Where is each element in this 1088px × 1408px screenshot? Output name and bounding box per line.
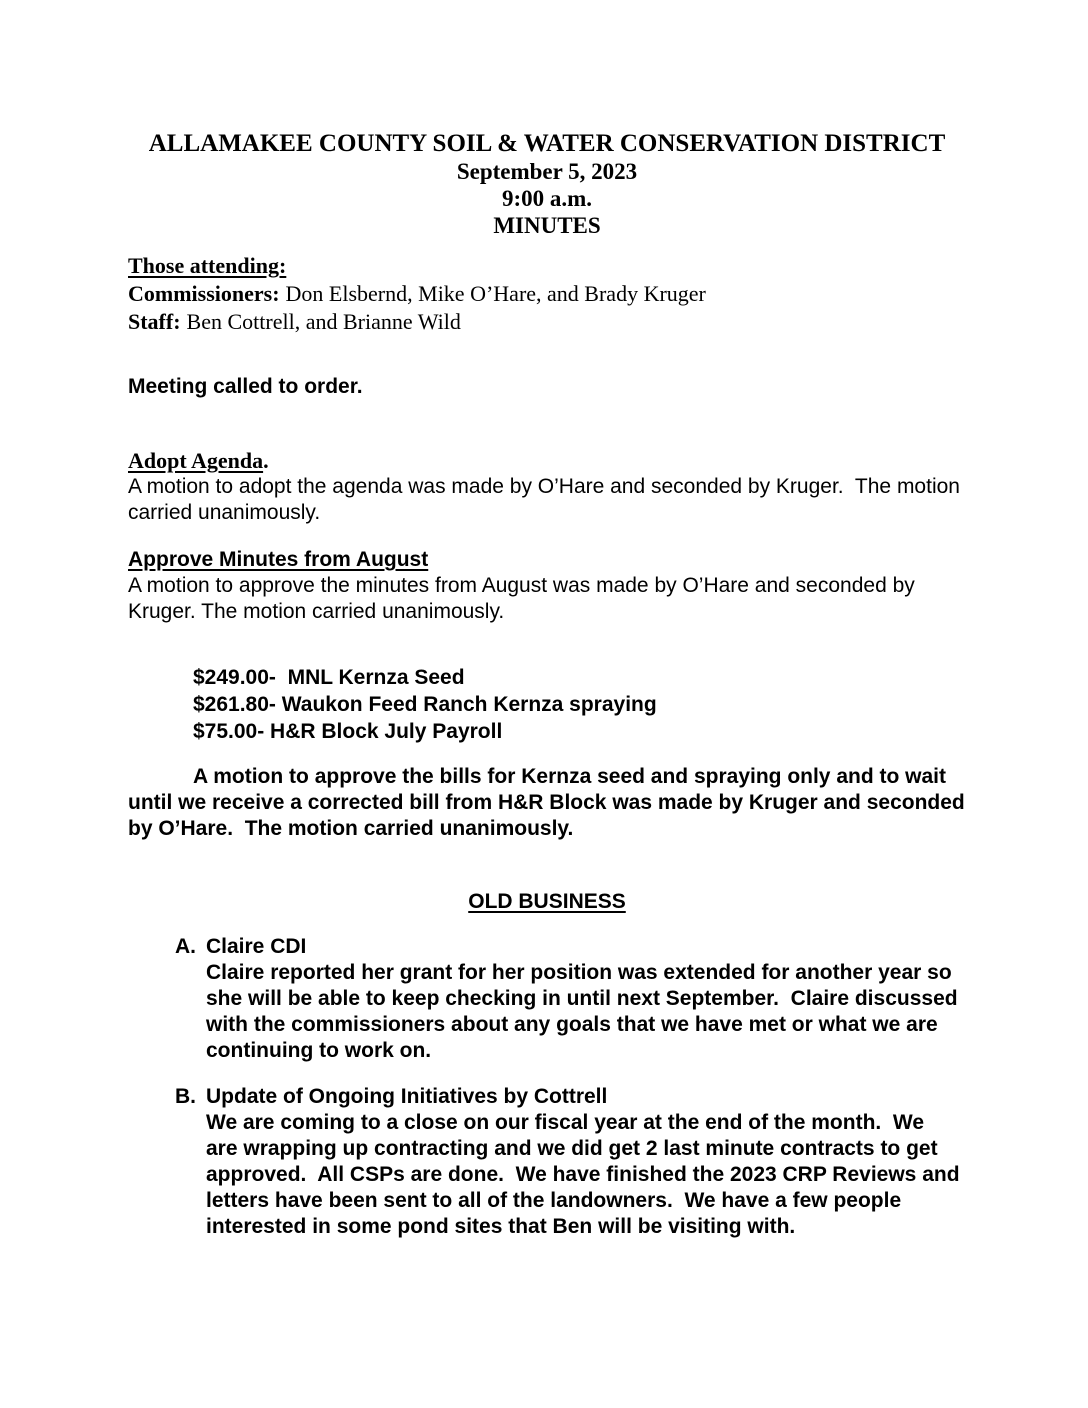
bill-item: $249.00- MNL Kernza Seed	[193, 666, 465, 689]
item-body: Claire reported her grant for her position was extended for another year so she will be able to keep checking in until next September. Claire discussed with the commissioners about any goals that we have met or what we are continuing to work on.	[206, 961, 964, 1062]
old-business-list	[128, 934, 966, 1240]
item-content	[206, 934, 964, 1064]
old-business-item-ongoing-initiatives	[128, 1084, 966, 1240]
bills-section	[128, 664, 966, 745]
staff-names: Ben Cottrell, and Brianne Wild	[186, 309, 461, 334]
item-letter: A.	[175, 935, 196, 958]
adopt-agenda-heading-line	[128, 447, 966, 474]
document-title: ALLAMAKEE COUNTY SOIL & WATER CONSERVATION DISTRICT	[148, 130, 946, 157]
old-business-item-claire-cdi	[128, 934, 966, 1064]
meeting-time: 9:00 a.m.	[501, 186, 593, 211]
document-header	[128, 130, 966, 239]
commissioners-names: Don Elsbernd, Mike O’Hare, and Brady Kruger	[285, 281, 706, 306]
item-letter: B.	[175, 1085, 196, 1108]
commissioners-line	[128, 280, 966, 308]
item-title: Update of Ongoing Initiatives by Cottrell	[206, 1085, 608, 1108]
bills-motion: A motion to approve the bills for Kernza seed and spraying only and to wait until we receive a corrected bill from H&R Block was made by Kruger and seconded by O’Hare. The motion carried unanimously.	[128, 765, 971, 840]
item-body: We are coming to a close on our fiscal year at the end of the month. We are wrapping up contracting and we did get 2 last minute contracts to get approved. All CSPs are done. We have finished the 2023 CRP Reviews and letters have been sent to all of the landowners. We have a few people interested in some pond sites that Ben will be visiting with.	[206, 1111, 966, 1238]
old-business-heading-line	[128, 889, 966, 915]
staff-line	[128, 308, 966, 336]
adopt-agenda-section	[128, 447, 966, 526]
item-title: Claire CDI	[206, 935, 307, 958]
bill-item: $75.00- H&R Block July Payroll	[193, 720, 503, 743]
bill-item: $261.80- Waukon Feed Ranch Kernza spraying	[193, 693, 657, 716]
meeting-called-to-order: Meeting called to order.	[128, 375, 363, 398]
meeting-date: September 5, 2023	[456, 159, 638, 184]
staff-label: Staff:	[128, 309, 181, 334]
approve-minutes-heading: Approve Minutes from August	[128, 548, 429, 571]
adopt-agenda-heading-period: .	[263, 448, 269, 473]
commissioners-label: Commissioners:	[128, 281, 280, 306]
item-content	[206, 1084, 966, 1240]
attendance-heading-line	[128, 252, 966, 280]
approve-minutes-body: A motion to approve the minutes from August was made by O’Hare and seconded by Kruger. The motion carried unanimously.	[128, 574, 921, 623]
adopt-agenda-body: A motion to adopt the agenda was made by O’Hare and seconded by Kruger. The motion carried unanimously.	[128, 475, 966, 524]
attendance-section	[128, 252, 966, 336]
approve-minutes-section	[128, 546, 966, 625]
approve-minutes-heading-line	[128, 546, 966, 573]
document-type-label: MINUTES	[493, 213, 601, 238]
old-business-heading: OLD BUSINESS	[468, 890, 626, 913]
adopt-agenda-heading: Adopt Agenda	[128, 448, 264, 473]
attendance-heading: Those attending:	[128, 253, 287, 278]
